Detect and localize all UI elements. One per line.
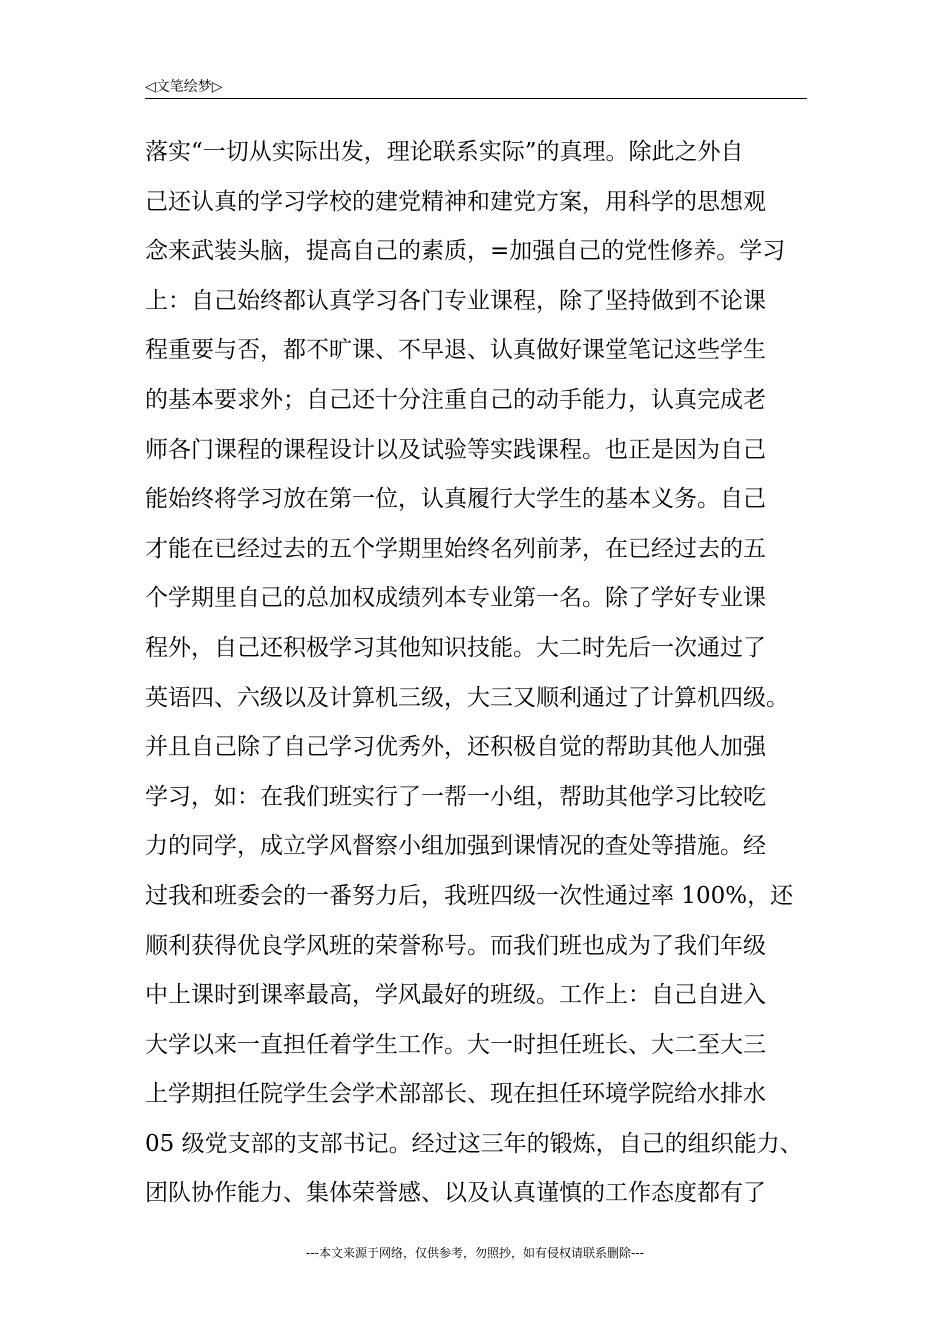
page-footer bbox=[0, 1244, 950, 1261]
text-line: 才能在已经过去的五个学期里始终名列前茅，在已经过去的五 bbox=[145, 535, 766, 562]
text-line: 顺利获得优良学风班的荣誉称号。而我们班也成为了我们年级 bbox=[145, 932, 766, 959]
body-text bbox=[145, 128, 835, 1219]
text-line: 中上课时到课率最高，学风最好的班级。工作上：自己自进入 bbox=[145, 982, 766, 1009]
text-line: 落实“一切从实际出发，理论联系实际”的真理。除此之外自 bbox=[145, 139, 744, 165]
text-line: 个学期里自己的总加权成绩列本专业第一名。除了学好专业课 bbox=[145, 585, 766, 612]
text-line: 己还认真的学习学校的建党精神和建党方案，用科学的思想观 bbox=[145, 188, 766, 215]
text-line: 05 级党支部的支部书记。经过这三年的锻炼，自己的组织能力、 bbox=[145, 1130, 803, 1157]
text-line: 上：自己始终都认真学习各门专业课程，除了坚持做到不论课 bbox=[145, 287, 766, 314]
text-line: 程重要与否，都不旷课、不早退、认真做好课堂笔记这些学生 bbox=[145, 337, 766, 364]
text-line: 能始终将学习放在第一位，认真履行大学生的基本义务。自己 bbox=[145, 486, 766, 513]
text-line: 念来武装头脑，提高自己的素质，=加强自己的党性修养。学习 bbox=[145, 238, 786, 265]
text-line: 师各门课程的课程设计以及试验等实践课程。也正是因为自己 bbox=[145, 436, 766, 463]
text-line: 团队协作能力、集体荣誉感、以及认真谨慎的工作态度都有了 bbox=[145, 1180, 766, 1207]
text-line: 学习，如：在我们班实行了一帮一小组，帮助其他学习比较吃 bbox=[145, 783, 766, 810]
text-line: 并且自己除了自己学习优秀外，还积极自觉的帮助其他人加强 bbox=[145, 734, 766, 761]
text-line: 的基本要求外；自己还十分注重自己的动手能力，认真完成老 bbox=[145, 386, 766, 413]
text-line: 程外，自己还积极学习其他知识技能。大二时先后一次通过了 bbox=[145, 634, 766, 661]
text-line: 过我和班委会的一番努力后，我班四级一次性通过率 100%，还 bbox=[145, 882, 794, 909]
page-header bbox=[145, 72, 807, 99]
header-title: ◁文笔绘梦▷ bbox=[145, 79, 223, 95]
text-line: 英语四、六级以及计算机三级，大三又顺利通过了计算机四级。 bbox=[145, 684, 789, 711]
text-line: 大学以来一直担任着学生工作。大一时担任班长、大二至大三 bbox=[145, 1031, 766, 1058]
text-line: 上学期担任院学生会学术部部长、现在担任环境学院给水排水 bbox=[145, 1081, 766, 1108]
footer-disclaimer: ---本文来源于网络，仅供参考，勿照抄，如有侵权请联系删除--- bbox=[306, 1246, 644, 1260]
text-line: 力的同学，成立学风督察小组加强到课情况的查处等措施。经 bbox=[145, 833, 766, 860]
